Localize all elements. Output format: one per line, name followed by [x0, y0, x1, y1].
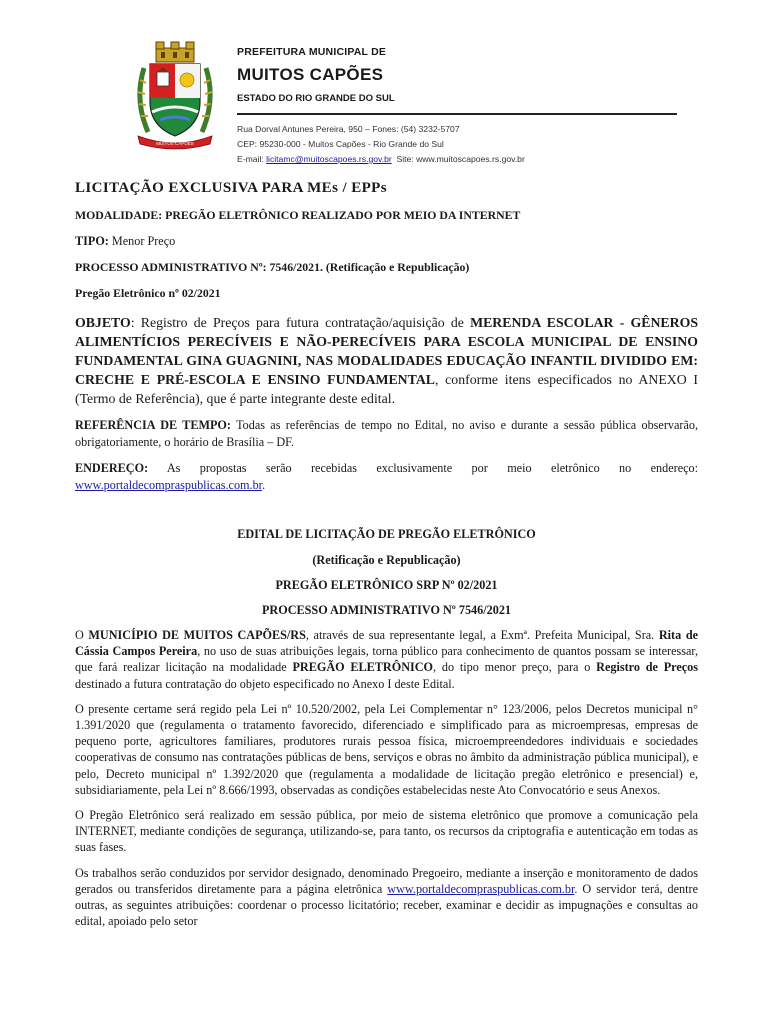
portal-link-2[interactable]: www.portaldecompraspublicas.com.br	[387, 881, 575, 896]
retificacao-subtitle: (Retificação e Republicação)	[312, 553, 461, 567]
email-label: E-mail:	[237, 154, 264, 164]
p4-b: . O servidor terá, dentre outras, as seguintes atribuições: coordenar o processo licitatório; receber, examinar e decidir as impugnações e consultas ao edital, apoiado pelo setor	[75, 881, 698, 929]
paragraph-sessao: O Pregão Eletrônico será realizado em sessão pública, por meio de sistema eletrônico que promove a comunicação pela INTERNET, mediante condições de segurança, utilizando-se, para tanto, os recursos da criptografia e autenticação em todas as suas fases.	[75, 808, 698, 855]
objeto-paragraph	[75, 313, 698, 408]
objeto-text-bold: MERENDA ESCOLAR - GÊNEROS ALIMENTÍCIOS PERECÍVEIS E NÃO-PERECÍVEIS PARA ESCOLA MUNICIPAL DE ENSINO FUNDAMENTAL GINA GUAGNINI, NAS MODALIDADES EDUCAÇÃO INFANTIL DIVIDIDO EM: CRECHE E PRÉ-ESCOLA E ENSINO FUNDAMENTAL	[75, 315, 698, 387]
letterhead	[237, 44, 677, 104]
prefeitura-label: PREFEITURA MUNICIPAL DE	[237, 46, 387, 58]
pregao-srp-title: PREGÃO ELETRÔNICO SRP Nº 02/2021	[275, 578, 498, 592]
tipo-line	[75, 234, 698, 249]
edital-title: EDITAL DE LICITAÇÃO DE PREGÃO ELETRÔNICO	[237, 527, 536, 541]
address-line: Rua Dorval Antunes Pereira, 950 – Fones: (54) 3232-5707	[237, 124, 460, 134]
p1-prefeita: Rita de Cássia Campos Pereira	[75, 628, 699, 659]
tipo-label: TIPO:	[75, 234, 109, 248]
crest-banner-text: MUITOS CAPÕES	[156, 141, 194, 146]
objeto-text-b: , conforme itens especificados no ANEXO I (Termo de Referência), que é parte integrante deste edital.	[75, 372, 699, 406]
site-label: Site:	[396, 154, 414, 164]
endereco-text: As propostas serão recebidas exclusivamente por meio eletrônico no endereço:	[148, 461, 698, 475]
objeto-label: OBJETO	[75, 315, 131, 330]
municipal-crest-logo	[130, 40, 220, 152]
endereco-dot: .	[262, 478, 266, 492]
modalidade: MODALIDADE: PREGÃO ELETRÔNICO REALIZADO POR MEIO DA INTERNET	[75, 208, 521, 222]
pregao-line: Pregão Eletrônico nº 02/2021	[75, 286, 221, 300]
state-name: ESTADO DO RIO GRANDE DO SUL	[237, 93, 395, 104]
processo-title: PROCESSO ADMINISTRATIVO Nº 7546/2021	[261, 603, 512, 617]
document-body	[75, 180, 698, 929]
endereco-paragraph	[75, 460, 698, 494]
p1-e: , no uso de suas atribuições legais, torna público para conhecimento de quantos possam se interessar, que fará realizar licitação na modalidade	[75, 644, 698, 675]
referencia-paragraph	[75, 417, 698, 451]
p4-a: Os trabalhos serão conduzidos por servidor designado, denominado Pregoeiro, mediante a inserção e monitoramento de dados gerados ou transferidos diretamente para a página eletrônica	[75, 865, 698, 896]
contact-block	[237, 122, 525, 167]
paragraph-preamble	[75, 627, 698, 692]
city-name: MUITOS CAPÕES	[237, 65, 384, 84]
endereco-label: ENDEREÇO:	[75, 461, 149, 475]
p1-municipio: MUNICÍPIO DE MUITOS CAPÕES/RS	[88, 628, 306, 642]
p1-registro: Registro de Preços	[596, 660, 698, 675]
objeto-text-a: : Registro de Preços para futura contratação/aquisição de	[130, 315, 471, 330]
portal-link[interactable]: www.portaldecompraspublicas.com.br	[75, 478, 263, 492]
referencia-label: REFERÊNCIA DE TEMPO:	[75, 418, 231, 432]
p1-i: destinado a futura contratação do objeto especificado no Anexo I deste Edital.	[75, 676, 455, 691]
tipo-value: Menor Preço	[111, 234, 176, 248]
processo-line: PROCESSO ADMINISTRATIVO Nº: 7546/2021. (Retificação e Republicação)	[75, 260, 470, 274]
header-divider	[237, 113, 677, 115]
contact-line	[237, 152, 525, 167]
site-text: www.muitoscapoes.rs.gov.br	[416, 154, 525, 164]
p1-modalidade: PREGÃO ELETRÔNICO	[292, 660, 434, 675]
referencia-text: Todas as referências de tempo no Edital, no aviso e durante a sessão pública observarão, obrigatoriamente, o horário de Brasília – DF.	[75, 418, 698, 449]
email-link[interactable]: licitamc@muitoscapoes.rs.gov.br	[266, 154, 392, 164]
paragraph-legislacao: O presente certame será regido pela Lei nº 10.520/2002, pela Lei Complementar n° 123/2006, pelos Decretos municipal n° 1.391/2020 que (regulamenta o tratamento favorecido, diferenciado e simplificado para as microempresas, empresas de pequeno porte, agricultores familiares, produtores rurais pessoa física, microempreendedores individuais e sociedades cooperativas de consumo nas contratações públicas de bens, serviços e obras no âmbito da administração pública municipal), e pelo, Decreto municipal nº 1.392/2020 que (regulamenta a modalidade de licitação pregão eletrônico e presencial) e, subsidiariamente, pela Lei nº 8.666/1993, observadas as condições estabelecidas neste Ato Convocatório e seus Anexos.	[75, 701, 698, 797]
p1-c: , através de sua representante legal, a Exmª. Prefeita Municipal, Sra.	[305, 628, 659, 642]
paragraph-pregoeiro	[75, 865, 698, 930]
p1-g: , do tipo menor preço, para o	[433, 660, 597, 675]
p1-a: O	[75, 628, 89, 642]
cep-line: CEP: 95230-000 - Muitos Capões - Rio Grande do Sul	[237, 139, 444, 149]
document-title: LICITAÇÃO EXCLUSIVA PARA MEs / EPPs	[75, 180, 387, 196]
